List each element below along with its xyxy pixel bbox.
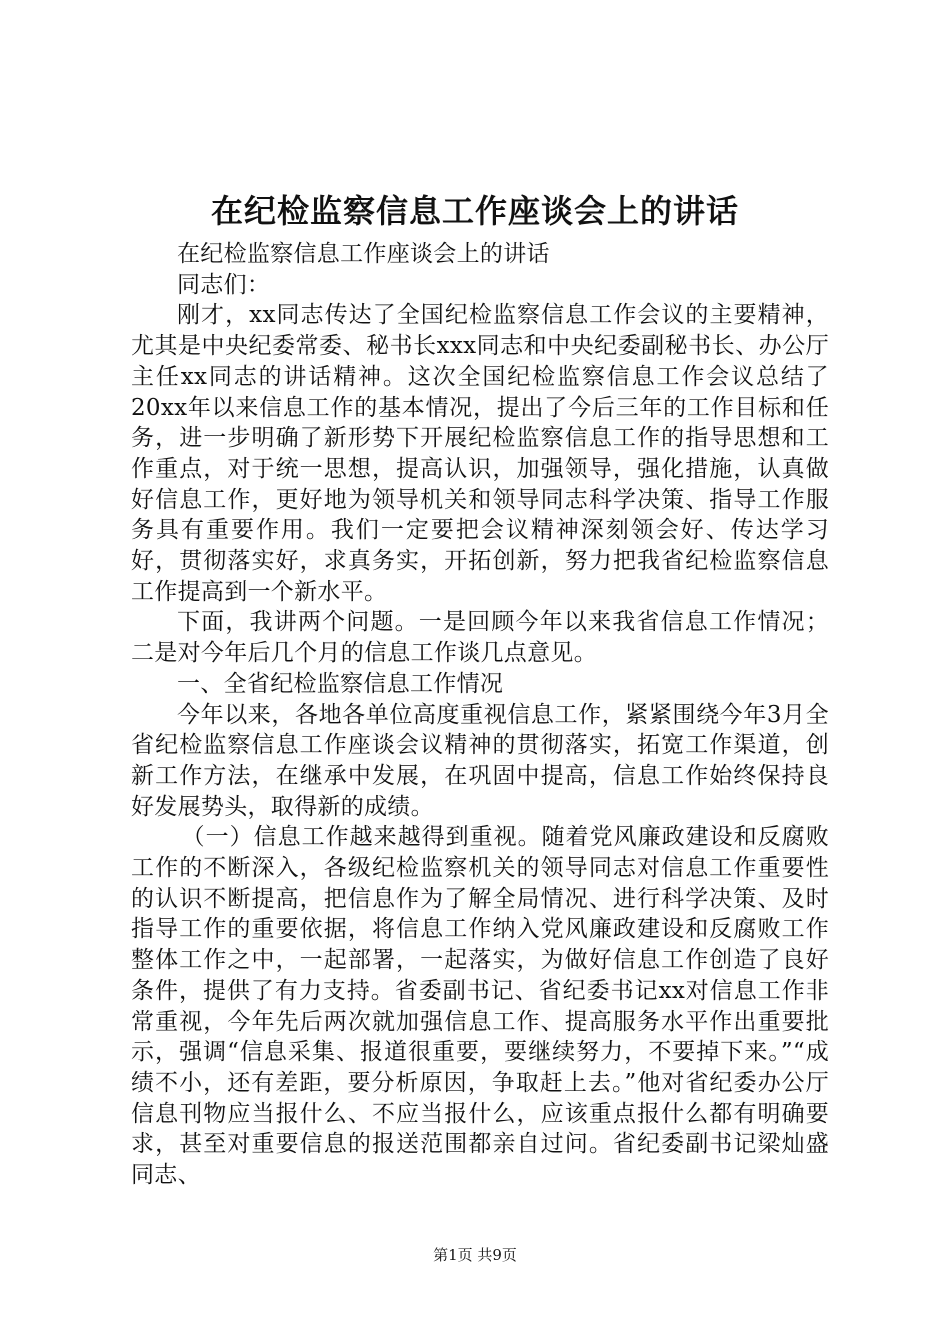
document-body — [131, 239, 829, 1191]
subtitle-paragraph: 在纪检监察信息工作座谈会上的讲话 — [177, 241, 550, 267]
salutation-paragraph: 同志们： — [177, 271, 271, 298]
section-heading: 一、全省纪检监察信息工作情况 — [177, 670, 504, 697]
document-title: 在纪检监察信息工作座谈会上的讲话 — [210, 192, 739, 230]
body-paragraph: （一）信息工作越来越得到重视。随着党风廉政建设和反腐败工作的不断深入，各级纪检监察机关的领导同志对信息工作重要性的认识不断提高，把信息作为了解全局情况、进行科学决策、及时指导工作的重要依据，将信息工作纳入党风廉政建设和反腐败工作整体工作之中，一起部署，一起落实，为做好信息工作创造了良好条件，提供了有力支持。省委副书记、省纪委书记xx对信息工作非常重视，今年先后两次就加强信息工作、提高服务水平作出重要批示，强调“信息采集、报道很重要，要继续努力，不要掉下来。”“成绩不小，还有差距，要分析原因，争取赶上去。”他对省纪委办公厅信息刊物应当报什么、不应当报什么，应该重点报什么都有明确要求，甚至对重要信息的报送范围都亲自过问。省纪委副书记梁灿盛同志、 — [131, 824, 829, 1189]
body-paragraph: 今年以来，各地各单位高度重视信息工作，紧紧围绕今年3月全省纪检监察信息工作座谈会议精神的贯彻落实，拓宽工作渠道，创新工作方法，在继承中发展，在巩固中提高，信息工作始终保持良好发展势头，取得新的成绩。 — [131, 701, 829, 820]
body-paragraph: 刚才，xx同志传达了全国纪检监察信息工作会议的主要精神，尤其是中央纪委常委、秘书长xxx同志和中央纪委副秘书长、办公厅主任xx同志的讲话精神。这次全国纪检监察信息工作会议总结了20xx年以来信息工作的基本情况，提出了今后三年的工作目标和任务，进一步明确了新形势下开展纪检监察信息工作的指导思想和工作重点，对于统一思想，提高认识，加强领导，强化措施，认真做好信息工作，更好地为领导机关和领导同志科学决策、指导工作服务具有重要作用。我们一定要把会议精神深刻领会好、传达学习好，贯彻落实好，求真务实，开拓创新，努力把我省纪检监察信息工作提高到一个新水平。 — [131, 302, 829, 605]
page-footer: 第1页 共9页 — [433, 1246, 517, 1264]
body-paragraph: 下面，我讲两个问题。一是回顾今年以来我省信息工作情况；二是对今年后几个月的信息工作谈几点意见。 — [131, 609, 829, 667]
